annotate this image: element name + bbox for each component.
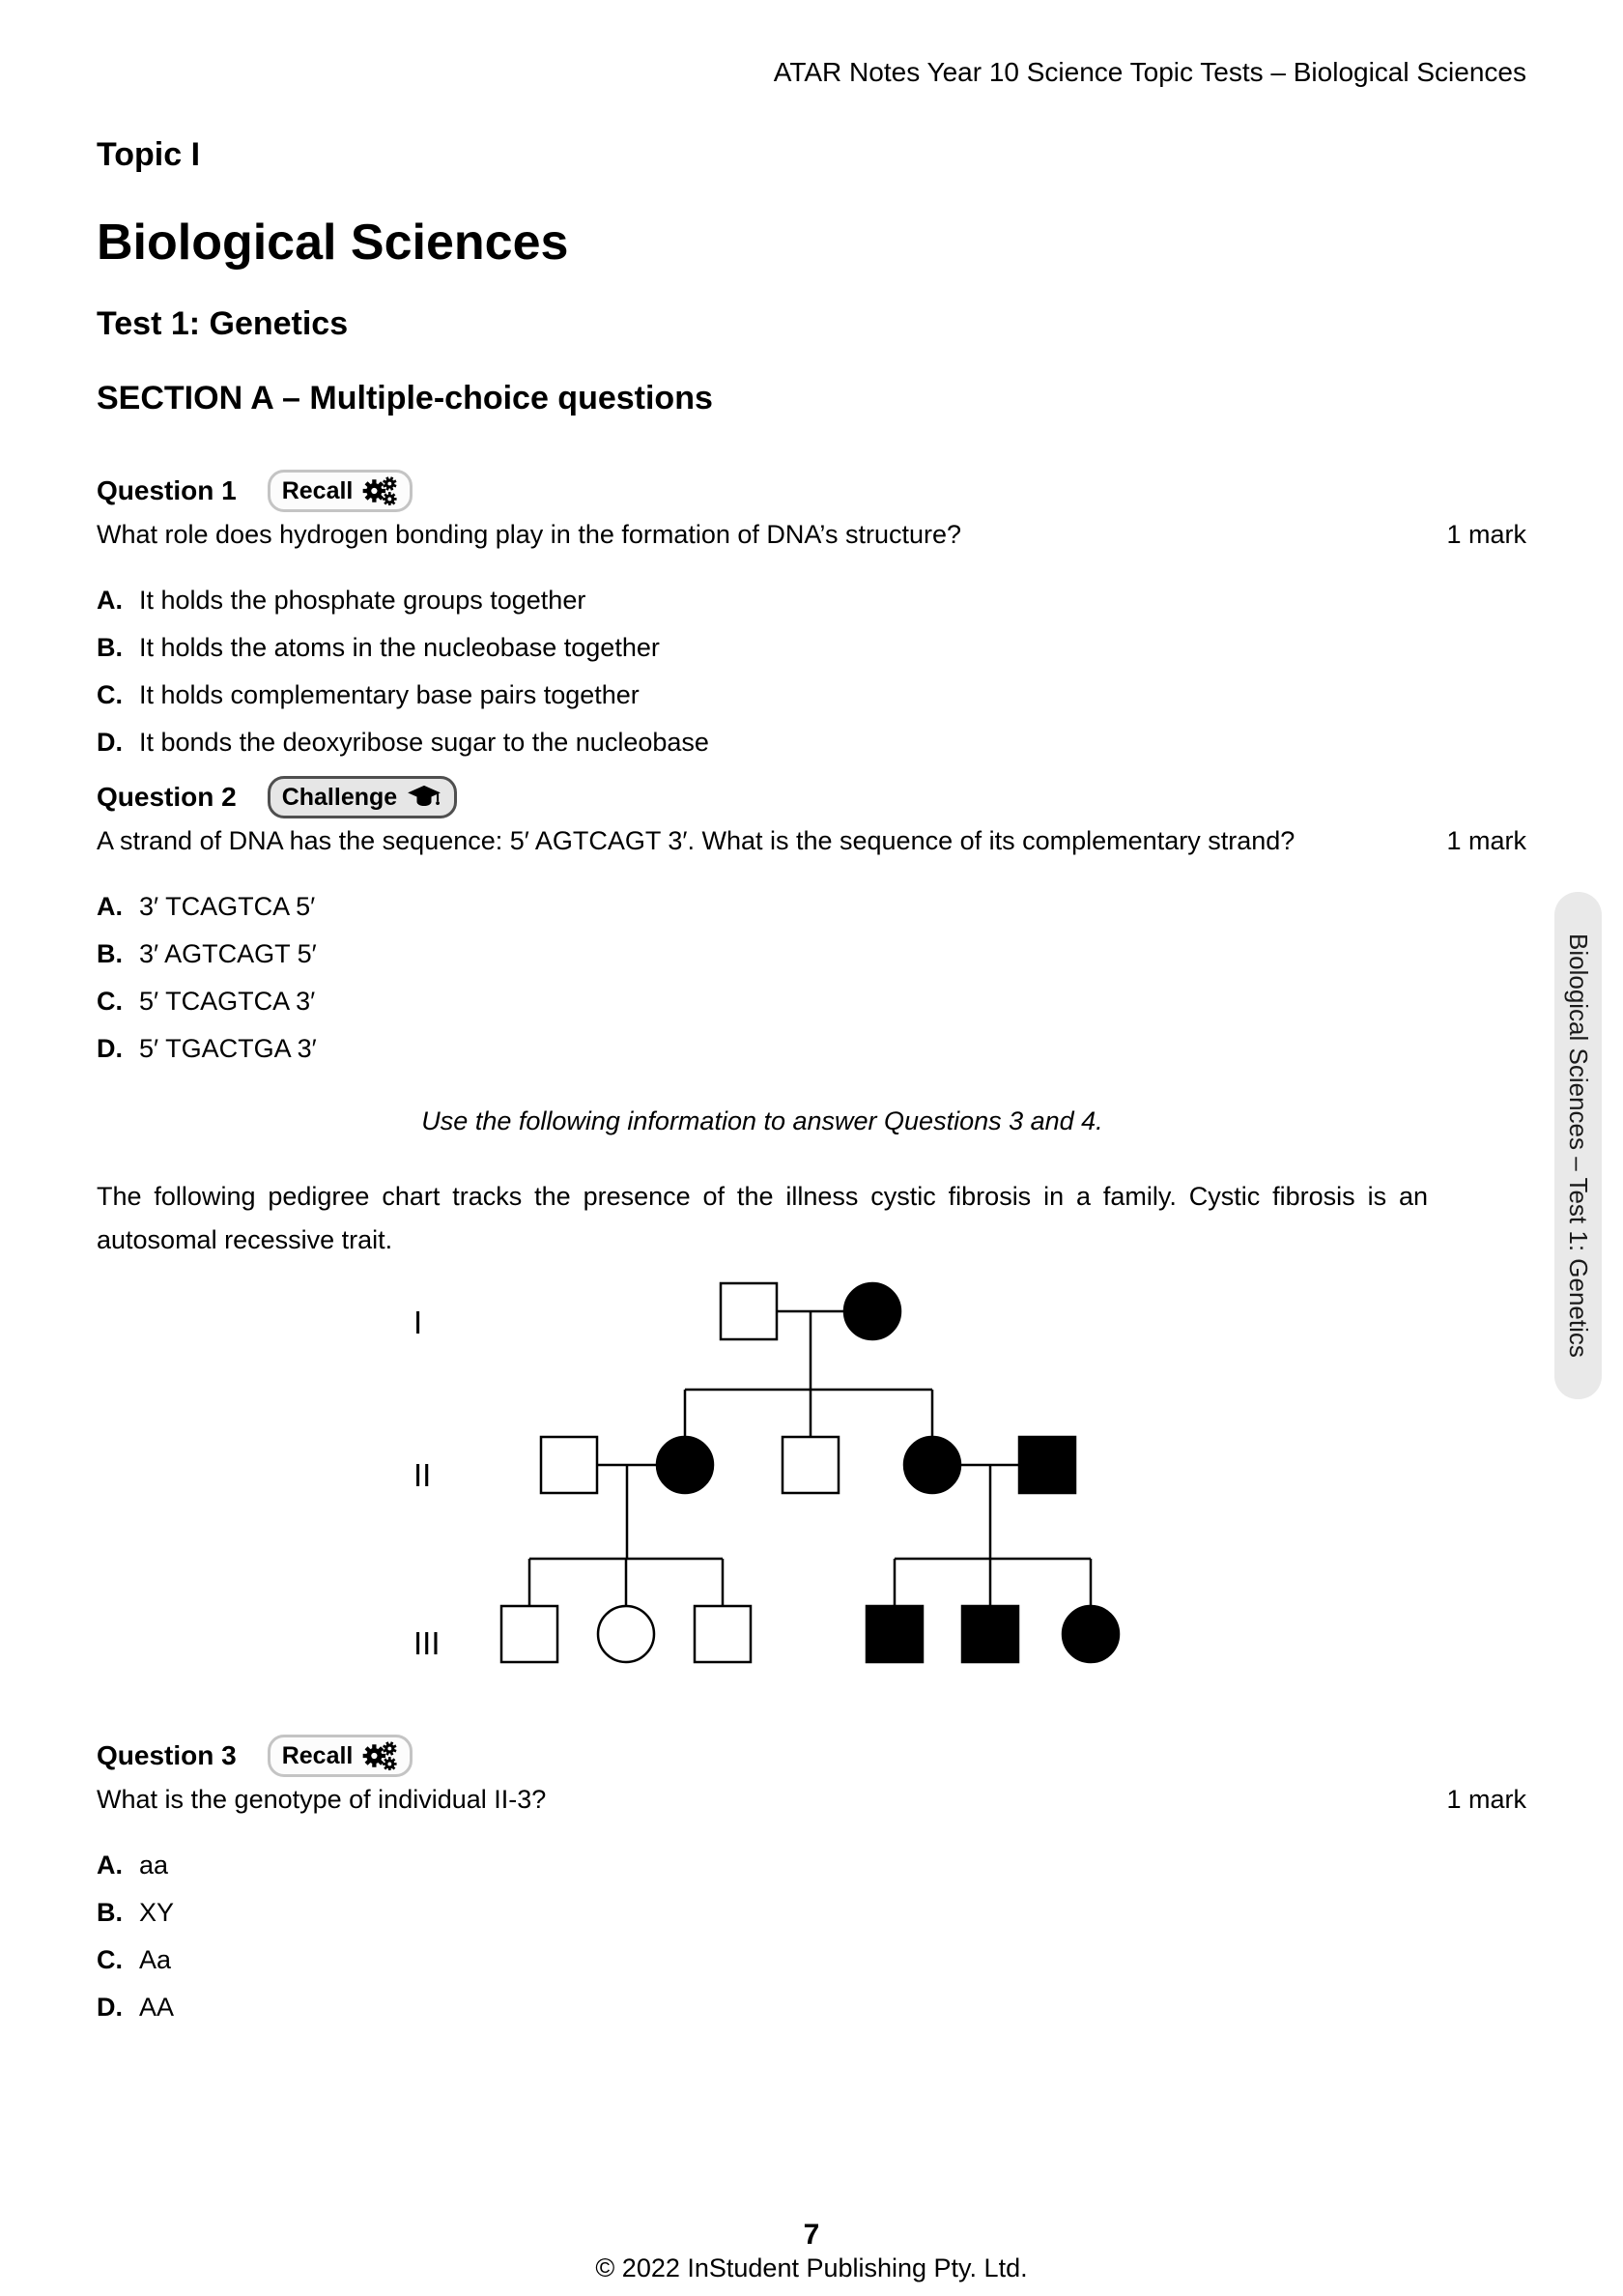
marks-label: 1 mark: [1446, 826, 1526, 855]
generation-label-III: III: [413, 1625, 441, 1661]
main-heading: Biological Sciences: [97, 215, 569, 271]
option-letter: C.: [97, 987, 123, 1016]
option-letter: A.: [97, 586, 123, 615]
option-row: [97, 1032, 317, 1065]
pedigree-individual-II-2: [657, 1437, 713, 1493]
option-row: [97, 678, 640, 711]
option-text: It holds the atoms in the nucleobase together: [139, 633, 660, 662]
pedigree-individual-I-2: [844, 1283, 900, 1339]
pedigree-individual-II-3: [783, 1437, 839, 1493]
running-header: ATAR Notes Year 10 Science Topic Tests – Biological Sciences: [773, 57, 1526, 87]
option-row: [97, 584, 585, 617]
graduation-cap-icon: [406, 783, 442, 812]
option-row: [97, 726, 709, 759]
pedigree-individual-II-1: [541, 1437, 597, 1493]
question-2-block: [97, 775, 1526, 1065]
option-letter: D.: [97, 728, 123, 757]
pedigree-individual-III-2: [598, 1606, 654, 1662]
option-text: AA: [139, 1993, 175, 2022]
question-2-head: [97, 775, 457, 819]
option-row: [97, 1896, 174, 1929]
option-row: [97, 985, 315, 1018]
option-text: 5′ TGACTGA 3′: [139, 1034, 317, 1063]
sidebar-tab-label: Biological Sciences – Test 1: Genetics: [1564, 933, 1593, 1358]
option-text: aa: [139, 1851, 169, 1880]
challenge-badge: [268, 776, 457, 818]
option-text: It holds the phosphate groups together: [139, 586, 586, 615]
question-3-block: [97, 1734, 1526, 2023]
option-letter: C.: [97, 680, 123, 709]
badge-label: Challenge: [281, 784, 398, 811]
option-row: [97, 631, 660, 664]
question-text: What is the genotype of individual II-3?: [97, 1785, 547, 1814]
pedigree-individual-III-4: [867, 1606, 923, 1662]
marks-label: 1 mark: [1446, 1785, 1526, 1814]
option-letter: A.: [97, 892, 123, 921]
badge-label: Recall: [281, 1742, 354, 1769]
copyright-text: © 2022 InStudent Publishing Pty. Ltd.: [595, 2253, 1028, 2282]
option-text: 5′ TCAGTCA 3′: [139, 987, 316, 1016]
gears-icon: [361, 476, 398, 505]
pedigree-individual-II-5: [1019, 1437, 1075, 1493]
option-text: It holds complementary base pairs together: [139, 680, 640, 709]
option-letter: B.: [97, 633, 123, 662]
intro-line-1: The following pedigree chart tracks the presence of the illness cystic fibrosis in a family. Cystic fibrosis is an: [97, 1182, 1428, 1211]
badge-label: Recall: [281, 477, 354, 504]
option-text: 3′ TCAGTCA 5′: [139, 892, 316, 921]
question-text: What role does hydrogen bonding play in the formation of DNA’s structure?: [97, 520, 961, 549]
option-row: [97, 1849, 168, 1881]
generation-label-I: I: [413, 1305, 423, 1340]
generation-label-II: II: [413, 1457, 432, 1493]
pedigree-individual-III-6: [1063, 1606, 1119, 1662]
pedigree-individual-III-3: [695, 1606, 751, 1662]
option-letter: C.: [97, 1945, 123, 1974]
intro-line-2: autosomal recessive trait.: [97, 1225, 393, 1254]
option-text: Aa: [139, 1945, 172, 1974]
pedigree-individual-III-5: [962, 1606, 1018, 1662]
option-row: [97, 1991, 174, 2023]
page-number: 7: [803, 2219, 820, 2251]
option-row: [97, 1943, 171, 1976]
question-label: Question 3: [97, 1740, 237, 1770]
topic-heading: Topic I: [97, 136, 201, 173]
option-letter: D.: [97, 1034, 123, 1063]
intro-paragraph: [97, 1175, 1428, 1262]
option-row: [97, 937, 317, 970]
question-label: Question 2: [97, 782, 237, 812]
option-text: It bonds the deoxyribose sugar to the nucleobase: [139, 728, 709, 757]
question-text: A strand of DNA has the sequence: 5′ AGTCAGT 3′. What is the sequence of its complementary strand?: [97, 826, 1296, 855]
instruction-text: Use the following information to answer Questions 3 and 4.: [421, 1106, 1103, 1135]
test-heading: Test 1: Genetics: [97, 305, 349, 342]
option-letter: D.: [97, 1993, 123, 2022]
option-text: XY: [139, 1898, 175, 1927]
pedigree-individual-I-1: [721, 1283, 777, 1339]
gears-icon: [361, 1741, 398, 1770]
sidebar-tab: [1554, 892, 1602, 1399]
pedigree-chart: [0, 1256, 1623, 1681]
pedigree-individual-III-1: [501, 1606, 557, 1662]
question-1-head: [97, 469, 413, 513]
pedigree-individual-II-4: [904, 1437, 960, 1493]
option-letter: B.: [97, 1898, 123, 1927]
option-row: [97, 890, 315, 923]
option-letter: A.: [97, 1851, 123, 1880]
question-3-head: [97, 1734, 413, 1778]
question-1-block: [97, 469, 1526, 759]
marks-label: 1 mark: [1446, 520, 1526, 549]
option-letter: B.: [97, 939, 123, 968]
option-text: 3′ AGTCAGT 5′: [139, 939, 317, 968]
recall-badge: [268, 470, 413, 512]
section-heading: SECTION A – Multiple-choice questions: [97, 380, 713, 416]
question-label: Question 1: [97, 475, 237, 505]
recall-badge: [268, 1735, 413, 1777]
